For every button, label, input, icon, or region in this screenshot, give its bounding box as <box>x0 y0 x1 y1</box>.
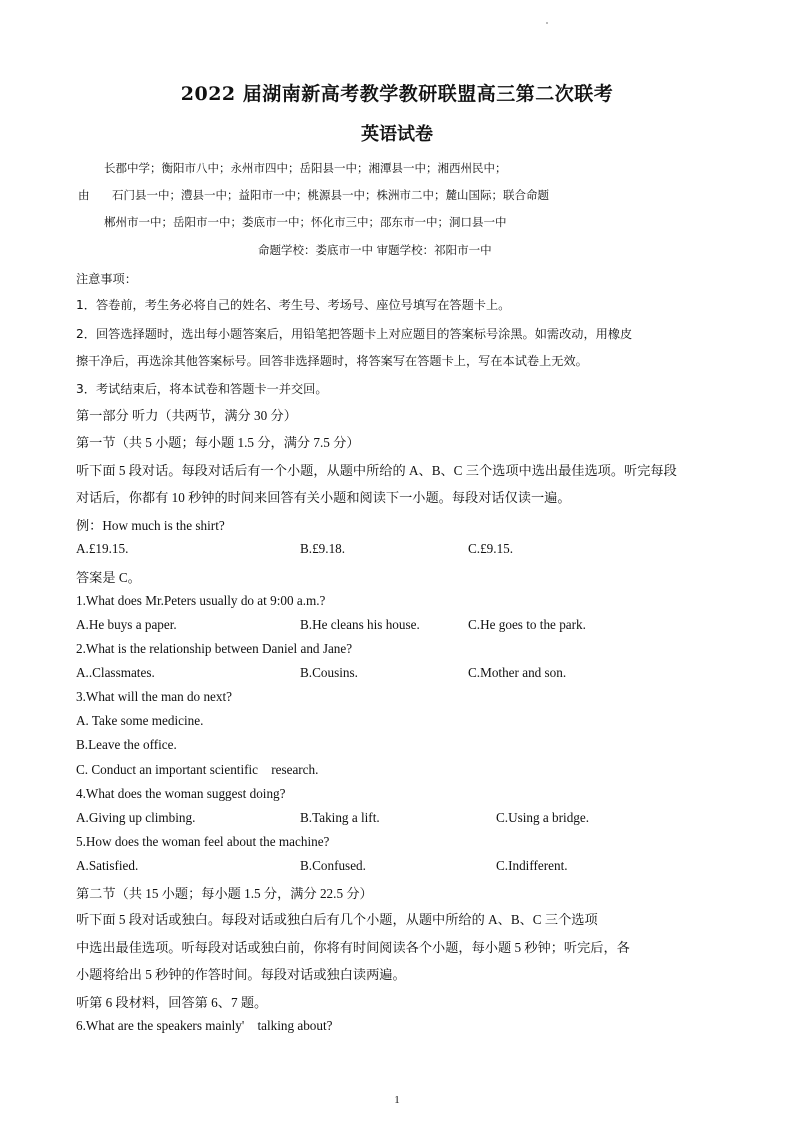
q2-option-b: B.Cousins. <box>300 665 358 680</box>
q1-option-c: C.He goes to the park. <box>468 617 586 632</box>
q1-option-b: B.He cleans his house. <box>300 617 420 632</box>
example-answer: 答案是 C。 <box>76 570 141 585</box>
question-5: 5.How does the woman feel about the machine? <box>76 834 330 849</box>
schools-prefix: 由 <box>78 188 90 202</box>
exam-subtitle: 英语试卷 <box>361 124 433 145</box>
question-6: 6.What are the speakers mainly' talking about? <box>76 1018 333 1033</box>
section2-instructions-b: 中选出最佳选项。听每段对话或独白前，你将有时间阅读各个小题，每小题 5 秒钟；听完后，各 <box>76 940 630 955</box>
question-3: 3.What will the man do next? <box>76 689 233 704</box>
notes-heading: 注意事项： <box>76 272 137 286</box>
section1-instructions-a: 听下面 5 段对话。每段对话后有一个小题，从题中所给的 A、B、C 三个选项中选出最佳选项。听完每段 <box>76 463 677 478</box>
q4-option-b: B.Taking a lift. <box>300 810 380 825</box>
scan-dot <box>546 22 548 24</box>
material-6-note: 听第 6 段材料，回答第 6、7 题。 <box>76 995 268 1010</box>
q5-option-b: B.Confused. <box>300 858 366 873</box>
q3-option-c: C. Conduct an important scientific research. <box>76 762 319 777</box>
example-question: 例：How much is the shirt? <box>76 518 225 533</box>
question-1: 1.What does Mr.Peters usually do at 9:00 a.m.? <box>76 593 326 608</box>
section2-heading: 第二节（共 15 小题；每小题 1.5 分，满分 22.5 分） <box>76 886 373 901</box>
q2-option-a: A..Classmates. <box>76 665 155 680</box>
section1-heading: 第一节（共 5 小题；每小题 1.5 分，满分 7.5 分） <box>76 435 360 450</box>
note-3: 3．考试结束后，将本试卷和答题卡一并交回。 <box>76 382 328 396</box>
example-option-c: C.£9.15. <box>468 541 514 556</box>
note-2b: 擦干净后，再选涂其他答案标号。回答非选择题时，将答案写在答题卡上，写在本试卷上无效。 <box>76 354 588 368</box>
note-1: 1．答卷前，考生务必将自己的姓名、考生号、考场号、座位号填写在答题卡上。 <box>76 298 511 312</box>
q3-option-a: A. Take some medicine. <box>76 713 204 728</box>
part1-heading: 第一部分 听力（共两节，满分 30 分） <box>76 408 297 423</box>
section2-instructions-a: 听下面 5 段对话或独白。每段对话或独白后有几个小题，从题中所给的 A、B、C 三个选项 <box>76 912 598 927</box>
question-2: 2.What is the relationship between Daniel and Jane? <box>76 641 353 656</box>
schools-row-2: 石门县一中；澧县一中；益阳市一中；桃源县一中；株洲市二中；麓山国际；联合命题 <box>112 188 549 202</box>
schools-row-3: 郴州市一中；岳阳市一中；娄底市一中；怀化市三中；邵东市一中；洞口县一中 <box>104 215 507 229</box>
q4-option-a: A.Giving up climbing. <box>76 810 196 825</box>
page-number: 1 <box>394 1094 400 1106</box>
q1-option-a: A.He buys a paper. <box>76 617 177 632</box>
example-option-a: A.£19.15. <box>76 541 129 556</box>
schools-row-1: 长郡中学；衡阳市八中；永州市四中；岳阳县一中；湘潭县一中；湘西州民中； <box>104 161 507 175</box>
example-option-b: B.£9.18. <box>300 541 346 556</box>
section2-instructions-c: 小题将给出 5 秒钟的作答时间。每段对话或独白读两遍。 <box>76 967 406 982</box>
q3-option-b: B.Leave the office. <box>76 737 177 752</box>
section1-instructions-b: 对话后，你都有 10 秒钟的时间来回答有关小题和阅读下一小题。每段对话仅读一遍。 <box>76 490 571 505</box>
q5-option-c: C.Indifferent. <box>496 858 568 873</box>
q4-option-c: C.Using a bridge. <box>496 810 590 825</box>
q5-option-a: A.Satisfied. <box>76 858 139 873</box>
exam-title: 2022 届湖南新高考教学教研联盟高三第二次联考 <box>180 83 614 105</box>
q2-option-c: C.Mother and son. <box>468 665 567 680</box>
schools-row-4: 命题学校：娄底市一中 审题学校：祁阳市一中 <box>258 243 492 257</box>
note-2a: 2．回答选择题时，选出每小题答案后，用铅笔把答题卡上对应题目的答案标号涂黑。如需改动，用橡皮 <box>76 327 633 341</box>
question-4: 4.What does the woman suggest doing? <box>76 786 286 801</box>
